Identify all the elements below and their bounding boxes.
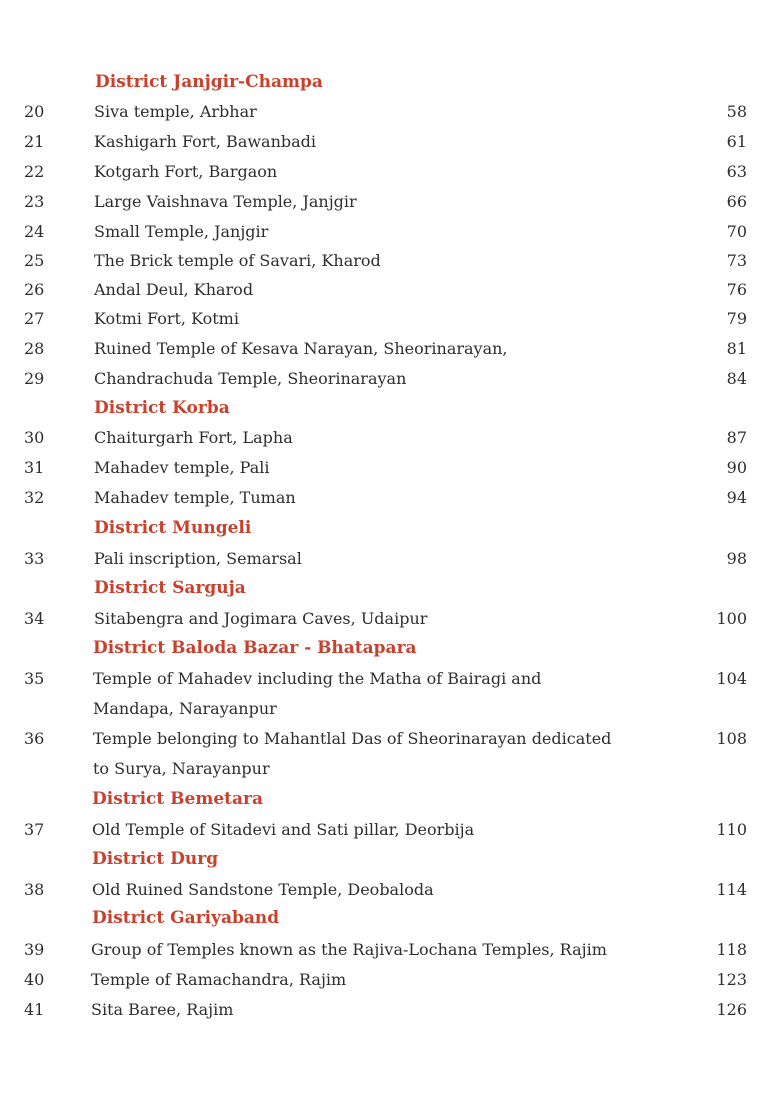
entry-number: 37 (24, 820, 45, 839)
entry-number: 30 (24, 428, 45, 447)
entry-page: 90 (726, 458, 747, 477)
entry-page: 76 (726, 280, 747, 299)
section-heading-row (0, 844, 780, 874)
toc-entry[interactable] (0, 544, 780, 574)
entry-title: Kashigarh Fort, Bawanbadi (94, 132, 317, 151)
section-heading-row (0, 393, 780, 423)
entry-number: 31 (24, 458, 45, 477)
toc-entry[interactable] (0, 217, 780, 247)
entry-title: Group of Temples known as the Rajiva-Lochana Temples, Rajim (91, 940, 607, 959)
entry-page: 126 (716, 1000, 747, 1019)
entry-title: Mahadev temple, Tuman (94, 488, 296, 507)
toc-entry[interactable] (0, 483, 780, 513)
toc-entry[interactable] (0, 815, 780, 845)
entry-title: Mahadev temple, Pali (94, 458, 270, 477)
entry-number: 35 (24, 669, 45, 688)
toc-entry[interactable] (0, 187, 780, 217)
entry-page: 81 (726, 339, 747, 358)
entry-title: Sitabengra and Jogimara Caves, Udaipur (94, 609, 428, 628)
toc-entry[interactable] (0, 724, 780, 784)
section-heading: District Janjgir-Champa (95, 72, 323, 92)
entry-page: 58 (726, 102, 747, 121)
entry-title: Chandrachuda Temple, Sheorinarayan (94, 369, 407, 388)
section-heading: District Sarguja (94, 578, 246, 598)
entry-number: 32 (24, 488, 45, 507)
section-heading-row (0, 513, 780, 543)
entry-title: Large Vaishnava Temple, Janjgir (94, 192, 357, 211)
entry-title: Kotgarh Fort, Bargaon (94, 162, 278, 181)
entry-number: 39 (24, 940, 45, 959)
entry-number: 27 (24, 309, 45, 328)
entry-title: Temple belonging to Mahantlal Das of Sheorinarayan dedicated (93, 729, 612, 748)
section-heading-row (0, 784, 780, 814)
toc-entry[interactable] (0, 97, 780, 127)
toc-entry[interactable] (0, 453, 780, 483)
entry-page: 98 (726, 549, 747, 568)
toc-entry[interactable] (0, 875, 780, 905)
entry-title: Small Temple, Janjgir (94, 222, 269, 241)
entry-title: Temple of Mahadev including the Matha of Bairagi and (93, 669, 542, 688)
section-heading: District Bemetara (92, 789, 263, 809)
toc-entry[interactable] (0, 965, 780, 995)
section-heading-row (0, 633, 780, 663)
section-heading: District Mungeli (94, 518, 252, 538)
entry-title: The Brick temple of Savari, Kharod (94, 251, 381, 270)
toc-entry[interactable] (0, 423, 780, 453)
toc-entry[interactable] (0, 246, 780, 276)
entry-page: 118 (716, 940, 747, 959)
entry-page: 61 (726, 132, 747, 151)
entry-title: Sita Baree, Rajim (91, 1000, 234, 1019)
entry-page: 70 (726, 222, 747, 241)
entry-title: Temple of Ramachandra, Rajim (91, 970, 347, 989)
entry-title: Old Temple of Sitadevi and Sati pillar, Deorbija (92, 820, 475, 839)
entry-page: 94 (726, 488, 747, 507)
entry-number: 25 (24, 251, 45, 270)
entry-number: 33 (24, 549, 45, 568)
toc-entry[interactable] (0, 127, 780, 157)
entry-number: 38 (24, 880, 45, 899)
entry-title: Siva temple, Arbhar (94, 102, 257, 121)
section-heading-row (0, 67, 780, 97)
entry-page: 108 (716, 729, 747, 748)
entry-number: 24 (24, 222, 45, 241)
entry-number: 40 (24, 970, 45, 989)
entry-page: 79 (726, 309, 747, 328)
toc-entry[interactable] (0, 364, 780, 394)
entry-number: 36 (24, 729, 45, 748)
entry-title: Ruined Temple of Kesava Narayan, Sheorinarayan, (94, 339, 508, 358)
section-heading-row (0, 573, 780, 603)
entry-number: 21 (24, 132, 45, 151)
toc-entry[interactable] (0, 995, 780, 1025)
entry-title: Pali inscription, Semarsal (94, 549, 302, 568)
entry-page: 110 (716, 820, 747, 839)
entry-number: 22 (24, 162, 45, 181)
entry-number: 29 (24, 369, 45, 388)
entry-number: 41 (24, 1000, 45, 1019)
entry-title: Kotmi Fort, Kotmi (94, 309, 239, 328)
entry-number: 28 (24, 339, 45, 358)
toc-entry[interactable] (0, 304, 780, 334)
toc-entry[interactable] (0, 935, 780, 965)
entry-page: 87 (726, 428, 747, 447)
toc-entry[interactable] (0, 157, 780, 187)
entry-number: 26 (24, 280, 45, 299)
toc-entry[interactable] (0, 334, 780, 364)
entry-page: 114 (716, 880, 747, 899)
section-heading-row (0, 903, 780, 933)
toc-entry[interactable] (0, 604, 780, 634)
entry-page: 100 (716, 609, 747, 628)
entry-title: Andal Deul, Kharod (94, 280, 254, 299)
entry-page: 73 (726, 251, 747, 270)
entry-number: 34 (24, 609, 45, 628)
toc-entry[interactable] (0, 664, 780, 724)
entry-page: 84 (726, 369, 747, 388)
section-heading: District Durg (92, 849, 219, 869)
entry-number: 20 (24, 102, 45, 121)
entry-page: 123 (716, 970, 747, 989)
entry-title: Old Ruined Sandstone Temple, Deobaloda (92, 880, 434, 899)
entry-page: 63 (726, 162, 747, 181)
entry-title: Chaiturgarh Fort, Lapha (94, 428, 293, 447)
section-heading: District Gariyaband (92, 908, 280, 928)
entry-title-continued: Mandapa, Narayanpur (93, 699, 277, 718)
entry-page: 104 (716, 669, 747, 688)
entry-page: 66 (726, 192, 747, 211)
entry-number: 23 (24, 192, 45, 211)
section-heading: District Baloda Bazar - Bhatapara (93, 638, 417, 658)
toc-entry[interactable] (0, 275, 780, 305)
section-heading: District Korba (94, 398, 230, 418)
entry-title-continued: to Surya, Narayanpur (93, 759, 270, 778)
